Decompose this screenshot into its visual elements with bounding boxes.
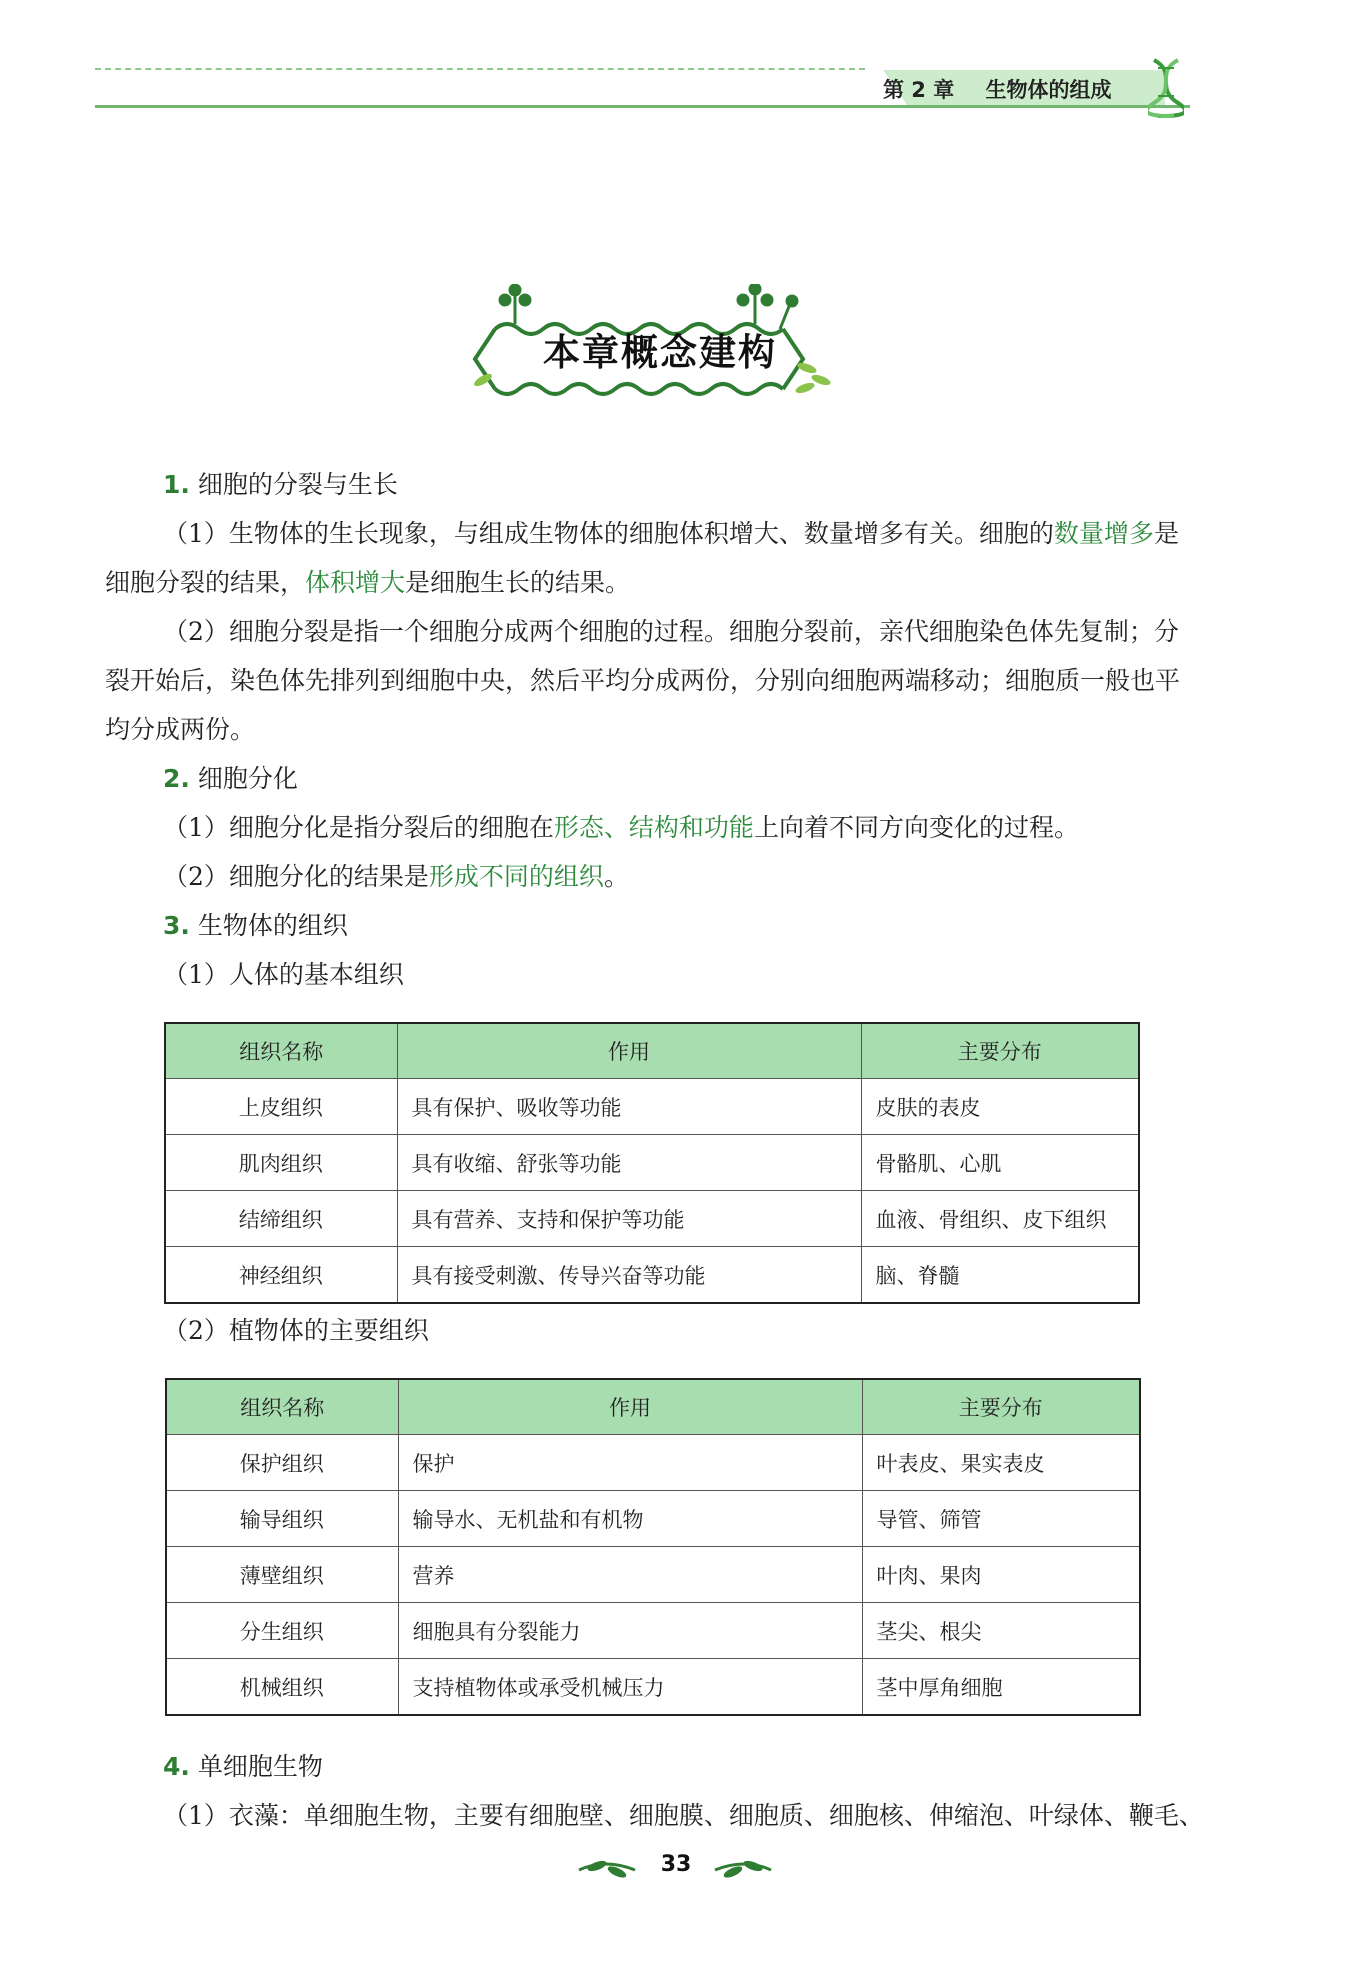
section-3-heading: [105, 901, 1200, 950]
chapter-label: 第 2 章: [883, 78, 955, 102]
main-content: [105, 460, 1200, 999]
section-3-title: 生物体的组织: [197, 911, 348, 940]
table-cell: 骨骼肌、心肌: [861, 1135, 1139, 1191]
human-tissue-table: [164, 1022, 1140, 1304]
table-cell: 保护: [398, 1435, 862, 1491]
column-header: 作用: [397, 1023, 861, 1079]
table-cell: 细胞具有分裂能力: [398, 1603, 862, 1659]
section-1-number: 1.: [163, 470, 190, 499]
column-header: 组织名称: [165, 1023, 397, 1079]
table-header-row: [166, 1379, 1140, 1435]
table-cell: 上皮组织: [165, 1079, 397, 1135]
text: （2）细胞分化的结果是: [163, 862, 429, 891]
table-cell: 具有保护、吸收等功能: [397, 1079, 861, 1135]
table-cell: 营养: [398, 1547, 862, 1603]
table-cell: 结缔组织: [165, 1191, 397, 1247]
table-cell: 茎尖、根尖: [862, 1603, 1140, 1659]
table-cell: 导管、筛管: [862, 1491, 1140, 1547]
table-row: [166, 1547, 1140, 1603]
highlight: 体积增大: [305, 568, 406, 597]
column-header: 组织名称: [166, 1379, 398, 1435]
section-4: [105, 1742, 1204, 1840]
table-cell: 输导水、无机盐和有机物: [398, 1491, 862, 1547]
highlight: 形成不同的组织: [428, 862, 604, 891]
plant-tissue-table: [165, 1378, 1141, 1716]
table-cell: 输导组织: [166, 1491, 398, 1547]
column-header: 主要分布: [861, 1023, 1139, 1079]
table-row: [166, 1435, 1140, 1491]
table-row: [165, 1191, 1139, 1247]
table-cell: 分生组织: [166, 1603, 398, 1659]
chapter-concept-banner: [465, 284, 845, 414]
table-cell: 薄壁组织: [166, 1547, 398, 1603]
table-row: [165, 1247, 1139, 1304]
highlight: 形态、结构和功能: [553, 813, 754, 842]
section-4-title: 单细胞生物: [197, 1752, 323, 1781]
table-row: [165, 1135, 1139, 1191]
header-rule: [95, 105, 1190, 108]
text: 是细胞分裂的结果，: [105, 519, 1179, 597]
column-header: 主要分布: [862, 1379, 1140, 1435]
table-cell: 肌肉组织: [165, 1135, 397, 1191]
section-1-title: 细胞的分裂与生长: [197, 470, 398, 499]
section-3-number: 3.: [163, 911, 190, 940]
table-cell: 保护组织: [166, 1435, 398, 1491]
table-row: [165, 1079, 1139, 1135]
text: （1）生物体的生长现象，与组成生物体的细胞体积增大、数量增多有关。细胞的: [163, 519, 1054, 548]
chapter-title: 生物体的组成: [985, 78, 1112, 102]
page-footer: [575, 1848, 775, 1888]
table-cell: 茎中厚角细胞: [862, 1659, 1140, 1716]
table-cell: 具有接受刺激、传导兴奋等功能: [397, 1247, 861, 1304]
text: 上向着不同方向变化的过程。: [753, 813, 1079, 842]
table-cell: 神经组织: [165, 1247, 397, 1304]
section-2-title: 细胞分化: [197, 764, 298, 793]
table-row: [166, 1603, 1140, 1659]
section-4-heading: [105, 1742, 1200, 1791]
table-cell: 脑、脊髓: [861, 1247, 1139, 1304]
text: （1）细胞分化是指分裂后的细胞在: [163, 813, 554, 842]
header-dashed-line: [95, 68, 865, 70]
section-2-number: 2.: [163, 764, 190, 793]
table-cell: 血液、骨组织、皮下组织: [861, 1191, 1139, 1247]
section-4-number: 4.: [163, 1752, 190, 1781]
highlight: 数量增多: [1053, 519, 1154, 548]
banner-title: 本章概念建构: [543, 331, 777, 374]
table-row: [166, 1491, 1140, 1547]
page-number: 33: [660, 1852, 692, 1877]
section-4-para-1: （1）衣藻：单细胞生物，主要有细胞壁、细胞膜、细胞质、细胞核、伸缩泡、叶绿体、鞭毛、: [163, 1801, 1204, 1830]
section-2-para-2: [105, 852, 1200, 901]
section-1-para-1: [105, 509, 1200, 607]
section-2-heading: [105, 754, 1200, 803]
table-cell: 支持植物体或承受机械压力: [398, 1659, 862, 1716]
section-1-heading: [105, 460, 1200, 509]
section-3-sub-2: （2）植物体的主要组织: [163, 1316, 429, 1345]
chapter-heading-text: [883, 74, 1112, 104]
section-2-para-1: [105, 803, 1200, 852]
table-cell: 机械组织: [166, 1659, 398, 1716]
table-header-row: [165, 1023, 1139, 1079]
table-cell: 叶表皮、果实表皮: [862, 1435, 1140, 1491]
table-cell: 具有收缩、舒张等功能: [397, 1135, 861, 1191]
text: 。: [603, 862, 629, 891]
column-header: 作用: [398, 1379, 862, 1435]
table-row: [166, 1659, 1140, 1716]
table-cell: 叶肉、果肉: [862, 1547, 1140, 1603]
dna-icon: [1148, 58, 1184, 118]
table-cell: 皮肤的表皮: [861, 1079, 1139, 1135]
section-3-sub-1: （1）人体的基本组织: [163, 960, 404, 989]
section-1-para-2: （2）细胞分裂是指一个细胞分成两个细胞的过程。细胞分裂前，亲代细胞染色体先复制；分裂开始后，染色体先排列到细胞中央，然后平均分成两份，分别向细胞两端移动；细胞质一般也平均分成两份。: [105, 617, 1181, 744]
text: 是细胞生长的结果。: [405, 568, 631, 597]
table-cell: 具有营养、支持和保护等功能: [397, 1191, 861, 1247]
